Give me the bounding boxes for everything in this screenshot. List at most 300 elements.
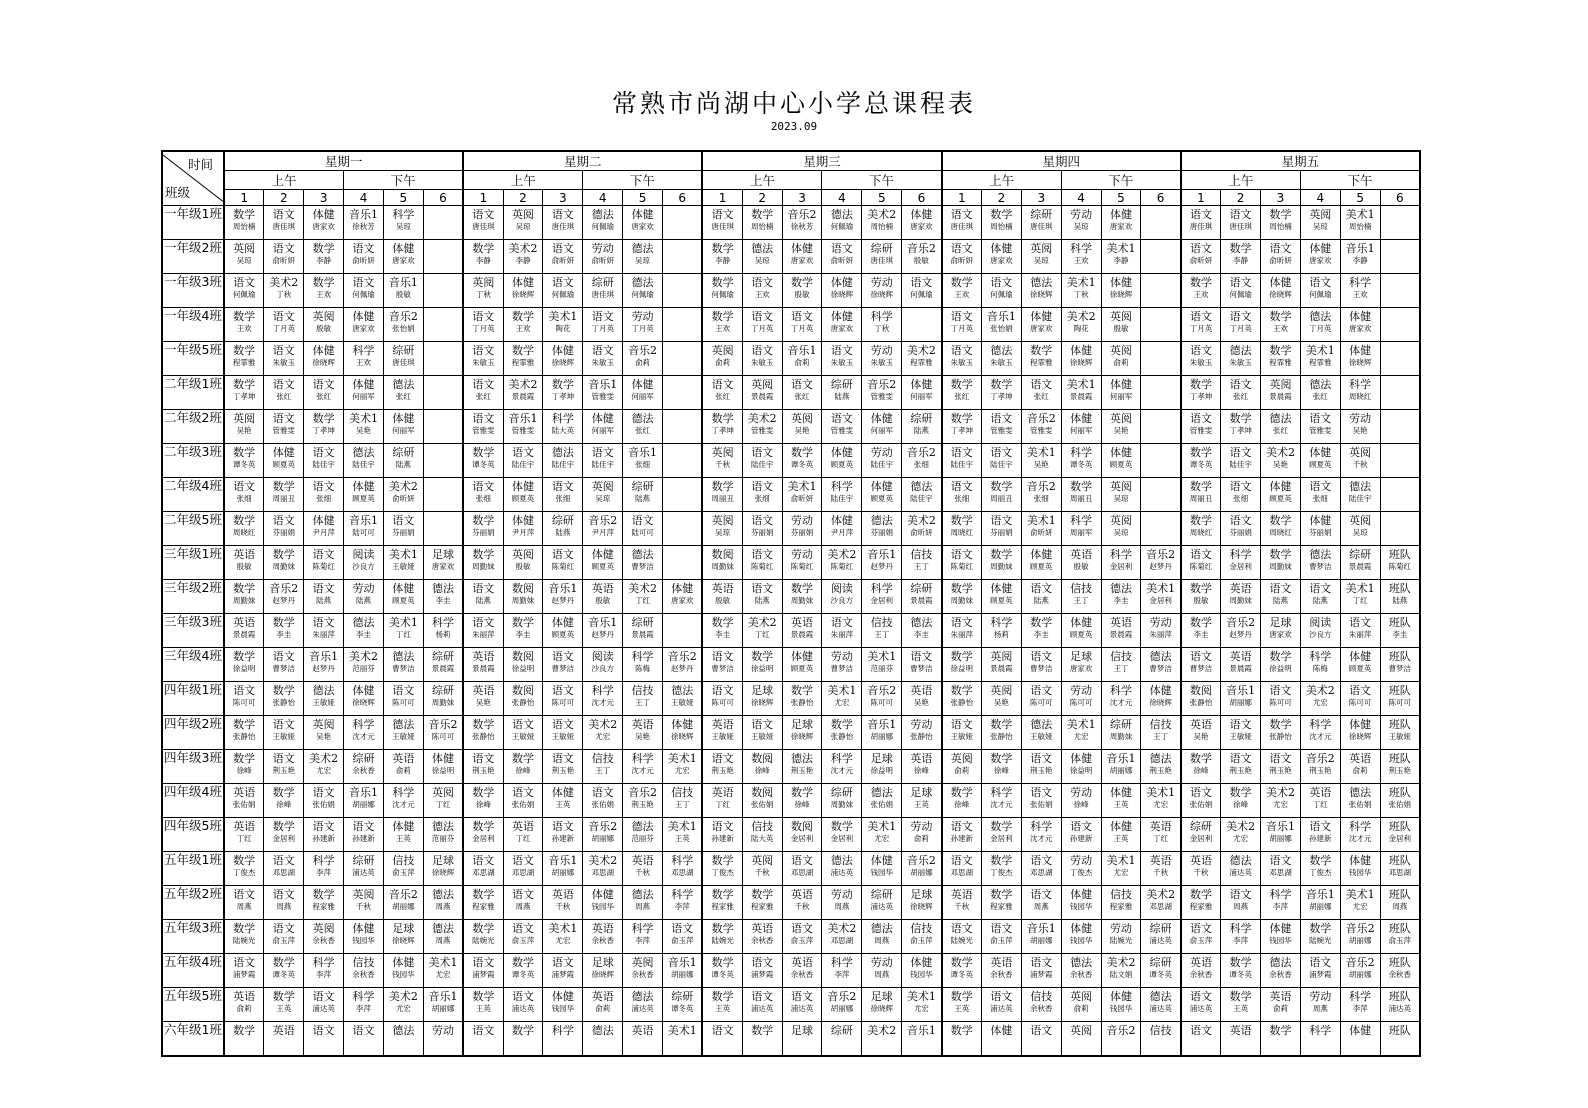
- teacher: 徐峰: [1073, 800, 1089, 809]
- teacher: 俞昕妍: [830, 256, 854, 265]
- lesson-cell: [981, 240, 1021, 274]
- teacher: 孙建新: [1069, 834, 1093, 843]
- teacher: 钱园华: [870, 868, 894, 877]
- teacher: 陈可可: [870, 698, 894, 707]
- lesson-cell: [344, 750, 384, 784]
- subject: 劳动: [1309, 990, 1332, 1003]
- teacher: 钱园华: [352, 936, 375, 945]
- teacher: 顾夏英: [1109, 460, 1133, 469]
- teacher: 邓思湖: [472, 868, 495, 877]
- lesson-cell: [1101, 376, 1141, 410]
- period-number: 2: [742, 190, 782, 206]
- lesson-cell: [1300, 750, 1340, 784]
- teacher: 何佩瑜: [591, 222, 614, 231]
- lesson-cell: [862, 784, 902, 818]
- subject: 语文: [1030, 854, 1053, 867]
- teacher: 唐家欢: [1069, 664, 1093, 673]
- teacher: 张静怡: [1189, 698, 1213, 707]
- teacher: 陈可可: [711, 698, 734, 707]
- teacher: 陆燕: [754, 596, 770, 605]
- subject: 语文: [711, 378, 734, 391]
- lesson-cell: [423, 240, 463, 274]
- teacher: 丁月英: [1309, 324, 1332, 333]
- lesson-cell: [463, 444, 503, 478]
- class-name: 四年级4班: [162, 784, 224, 818]
- lesson-cell: [264, 750, 304, 784]
- teacher: 俞昕妍: [1269, 256, 1292, 265]
- subject: 数学: [711, 888, 734, 901]
- subject: 语文: [990, 412, 1013, 425]
- subject: 科学: [1349, 276, 1372, 289]
- subject: 音乐1: [1106, 752, 1136, 765]
- teacher: 俞昕妍: [910, 528, 933, 537]
- subject: 英阅: [312, 718, 335, 731]
- subject: 语文: [950, 922, 973, 935]
- lesson-cell: [1380, 410, 1420, 444]
- lesson-cell: [782, 920, 822, 954]
- teacher: 孙建新: [711, 834, 734, 843]
- class-row: [162, 1022, 1420, 1057]
- subject: 科学: [990, 616, 1013, 629]
- teacher: 荆玉艳: [472, 766, 495, 775]
- teacher: 周晓红: [1269, 528, 1292, 537]
- teacher: 千秋: [1352, 460, 1368, 469]
- lesson-cell: [1141, 580, 1181, 614]
- teacher: 张佑娟: [591, 800, 614, 809]
- teacher: 张佑娟: [1189, 800, 1213, 809]
- lesson-cell: [1061, 376, 1101, 410]
- subject: 英阅: [1030, 242, 1053, 255]
- subject: 德法: [392, 1024, 415, 1037]
- teacher: 胡丽娜: [1269, 834, 1292, 843]
- teacher: 王敏娅: [1388, 732, 1412, 741]
- teacher: 吴琼: [236, 256, 252, 265]
- lesson-cell: [224, 478, 264, 512]
- teacher: 胡丽娜: [1348, 970, 1372, 979]
- lesson-cell: [782, 988, 822, 1022]
- subject: 英语: [711, 786, 734, 799]
- lesson-cell: [543, 410, 583, 444]
- subject: 综研: [910, 582, 933, 595]
- lesson-cell: [862, 410, 902, 444]
- lesson-cell: [942, 920, 982, 954]
- lesson-cell: [1300, 512, 1340, 546]
- subject: 语文: [472, 582, 495, 595]
- lesson-cell: [304, 478, 344, 512]
- teacher: 唐家欢: [830, 324, 854, 333]
- subject: 数阅: [1189, 684, 1212, 697]
- teacher: 陈可可: [1030, 698, 1053, 707]
- subject: 美术2: [508, 242, 538, 255]
- lesson-cell: [782, 308, 822, 342]
- teacher: 千秋: [635, 868, 651, 877]
- lesson-cell: [423, 954, 463, 988]
- subject: 德法: [791, 752, 814, 765]
- lesson-cell: [862, 478, 902, 512]
- subject: 语文: [1070, 820, 1093, 833]
- subject: 数阅: [751, 752, 774, 765]
- subject: 语文: [751, 514, 774, 527]
- teacher: 徐晓辉: [1348, 358, 1372, 367]
- lesson-cell: [663, 206, 703, 240]
- lesson-cell: [1101, 546, 1141, 580]
- lesson-cell: [543, 206, 583, 240]
- lesson-cell: [264, 784, 304, 818]
- subject: 体健: [1269, 480, 1292, 493]
- lesson-cell: [942, 274, 982, 308]
- lesson-cell: [623, 206, 663, 240]
- lesson-cell: [942, 682, 982, 716]
- subject: 体健: [392, 242, 415, 255]
- subject: 班队: [1388, 990, 1411, 1003]
- lesson-cell: [1181, 512, 1221, 546]
- subject: 德法: [352, 616, 375, 629]
- subject: 体健: [910, 956, 933, 969]
- lesson-cell: [543, 682, 583, 716]
- teacher: 丁秋: [1073, 290, 1089, 299]
- teacher: 俞莉: [913, 834, 929, 843]
- lesson-cell: [1101, 478, 1141, 512]
- subject: 科学: [631, 922, 654, 935]
- teacher: 管雅雯: [1189, 426, 1213, 435]
- lesson-cell: [702, 750, 742, 784]
- teacher: 徐晓辉: [790, 732, 814, 741]
- subject: 德法: [1070, 956, 1093, 969]
- teacher: 陆佳宇: [1229, 460, 1252, 469]
- subject: 德法: [1229, 344, 1252, 357]
- subject: 美术1: [1066, 378, 1096, 391]
- subject: 美术2: [906, 514, 936, 527]
- lesson-cell: [1101, 240, 1141, 274]
- teacher: 唐家欢: [352, 324, 375, 333]
- teacher: 曹梦洁: [1189, 664, 1213, 673]
- teacher: 朱敏玉: [990, 358, 1013, 367]
- lesson-cell: [623, 478, 663, 512]
- lesson-cell: [224, 750, 264, 784]
- lesson-cell: [1380, 648, 1420, 682]
- class-name: 一年级2班: [162, 240, 224, 274]
- lesson-cell: [1181, 886, 1221, 920]
- subject: 英语: [472, 684, 495, 697]
- teacher: 荆玉艳: [711, 766, 734, 775]
- teacher: 徐晓辉: [670, 732, 694, 741]
- teacher: 吴艳: [794, 426, 810, 435]
- subject: 阅读: [591, 650, 614, 663]
- teacher: 丁孝坤: [990, 392, 1013, 401]
- subject: 德法: [1269, 412, 1292, 425]
- subject: 数学: [990, 820, 1013, 833]
- day-header: 星期二: [463, 151, 702, 171]
- teacher: 张细: [913, 460, 929, 469]
- lesson-cell: [822, 1022, 862, 1057]
- teacher: 周怡楠: [1348, 222, 1372, 231]
- lesson-cell: [1021, 206, 1061, 240]
- class-row: [162, 716, 1420, 750]
- lesson-cell: [1261, 546, 1301, 580]
- teacher: 张红: [794, 392, 810, 401]
- lesson-cell: [1261, 818, 1301, 852]
- subject: 科学: [1309, 1024, 1332, 1037]
- subject: 科学: [312, 854, 335, 867]
- lesson-cell: [822, 342, 862, 376]
- subject: 音乐2: [1146, 548, 1176, 561]
- subject: 语文: [711, 684, 734, 697]
- subject: 数学: [1309, 854, 1332, 867]
- teacher: 王欢: [1272, 324, 1288, 333]
- lesson-cell: [503, 444, 543, 478]
- teacher: 周丽军: [1069, 528, 1093, 537]
- lesson-cell: [942, 512, 982, 546]
- teacher: 李萍: [316, 970, 332, 979]
- subject: 劳动: [1070, 786, 1093, 799]
- lesson-cell: [782, 274, 822, 308]
- class-name: 一年级3班: [162, 274, 224, 308]
- period-number: 1: [702, 190, 742, 206]
- lesson-cell: [1101, 784, 1141, 818]
- lesson-cell: [1221, 240, 1261, 274]
- subject: 语文: [312, 480, 335, 493]
- subject: 英语: [392, 752, 415, 765]
- period-number: 5: [1101, 190, 1141, 206]
- subject: 语文: [990, 276, 1013, 289]
- subject: 德法: [312, 684, 335, 697]
- subject: 体健: [671, 582, 694, 595]
- lesson-cell: [383, 852, 423, 886]
- teacher: 尤宏: [316, 766, 332, 775]
- subject: 英语: [591, 582, 614, 595]
- lesson-cell: [862, 1022, 902, 1057]
- teacher: 王丁: [874, 630, 890, 639]
- lesson-cell: [1221, 410, 1261, 444]
- lesson-cell: [1021, 512, 1061, 546]
- teacher: 张静怡: [1269, 732, 1292, 741]
- class-row: [162, 342, 1420, 376]
- teacher: 李静: [1233, 256, 1249, 265]
- teacher: 俞昕妍: [272, 256, 296, 265]
- lesson-cell: [981, 954, 1021, 988]
- subject: 劳动: [870, 344, 893, 357]
- subject: 语文: [1309, 276, 1332, 289]
- lesson-cell: [623, 886, 663, 920]
- subject: 综研: [870, 888, 893, 901]
- subject: 班队: [1388, 650, 1411, 663]
- lesson-cell: [224, 614, 264, 648]
- teacher: 何丽军: [1109, 392, 1133, 401]
- teacher: 张怡娟: [392, 324, 415, 333]
- teacher: 尤宏: [834, 698, 850, 707]
- teacher: 赵梦丹: [272, 596, 296, 605]
- subject: 英阅: [631, 956, 654, 969]
- subject: 班队: [1388, 548, 1411, 561]
- teacher: 沙良方: [352, 562, 375, 571]
- subject: 语文: [1030, 752, 1053, 765]
- teacher: 俞玉萍: [670, 936, 694, 945]
- teacher: 李圭: [276, 630, 292, 639]
- lesson-cell: [782, 852, 822, 886]
- teacher: 王英: [954, 1004, 970, 1013]
- subject: 语文: [272, 378, 295, 391]
- subject: 德法: [830, 208, 853, 221]
- lesson-cell: [463, 410, 503, 444]
- teacher: 殷敏: [515, 562, 531, 571]
- subject: 体健: [392, 412, 415, 425]
- subject: 体健: [591, 412, 614, 425]
- subject: 数学: [791, 446, 814, 459]
- subject: 数学: [511, 1024, 534, 1037]
- subject: 数学: [950, 378, 973, 391]
- lesson-cell: [383, 954, 423, 988]
- lesson-cell: [463, 682, 503, 716]
- subject: 数学: [990, 718, 1013, 731]
- teacher: 荆玉艳: [1229, 766, 1252, 775]
- subject: 语文: [950, 854, 973, 867]
- lesson-cell: [383, 376, 423, 410]
- lesson-cell: [1181, 614, 1221, 648]
- teacher: 陶花: [1073, 324, 1089, 333]
- subject: 语文: [511, 888, 534, 901]
- teacher: 陆燕: [356, 596, 371, 605]
- lesson-cell: [663, 852, 703, 886]
- teacher: 陆燕: [316, 596, 332, 605]
- lesson-cell: [224, 274, 264, 308]
- teacher: 周晓红: [950, 528, 974, 537]
- lesson-cell: [902, 784, 942, 818]
- lesson-cell: [264, 478, 304, 512]
- lesson-cell: [782, 410, 822, 444]
- lesson-cell: [1021, 546, 1061, 580]
- teacher: 荆玉艳: [1269, 766, 1292, 775]
- page-title: 常熟市尚湖中心小学总课程表: [611, 89, 976, 118]
- lesson-cell: [1221, 342, 1261, 376]
- lesson-cell: [304, 920, 344, 954]
- teacher: 俞莉: [1352, 766, 1368, 775]
- lesson-cell: [1021, 716, 1061, 750]
- teacher: 尤宏: [435, 970, 451, 979]
- lesson-cell: [344, 920, 384, 954]
- teacher: 朱丽萍: [830, 630, 854, 639]
- lesson-cell: [1300, 308, 1340, 342]
- lesson-cell: [663, 342, 703, 376]
- lesson-cell: [942, 1022, 982, 1057]
- teacher: 朱丽萍: [1149, 630, 1172, 639]
- teacher: 千秋: [715, 460, 731, 469]
- teacher: 徐益明: [1269, 664, 1292, 673]
- teacher: 周燕: [1033, 902, 1049, 911]
- teacher: 张红: [276, 392, 292, 401]
- lesson-cell: [1261, 716, 1301, 750]
- subject: 音乐2: [906, 854, 936, 867]
- teacher: 顾夏英: [870, 494, 894, 503]
- teacher: 谭冬英: [711, 970, 734, 979]
- teacher: 荆玉艳: [1149, 766, 1172, 775]
- subject: 足球: [870, 990, 893, 1003]
- lesson-cell: [902, 954, 942, 988]
- teacher: 张静怡: [990, 732, 1013, 741]
- teacher: 丁红: [635, 596, 651, 605]
- lesson-cell: [503, 580, 543, 614]
- teacher: 顾夏英: [1309, 460, 1332, 469]
- teacher: 胡丽娜: [670, 970, 694, 979]
- lesson-cell: [1380, 954, 1420, 988]
- teacher: 丁月英: [272, 324, 296, 333]
- subject: 美术1: [1106, 854, 1136, 867]
- teacher: 浦达英: [352, 868, 375, 877]
- subject: 英语: [751, 922, 774, 935]
- lesson-cell: [1340, 988, 1380, 1022]
- subject: 科学: [1229, 548, 1252, 561]
- lesson-cell: [463, 376, 503, 410]
- lesson-cell: [1221, 274, 1261, 308]
- subject: 综研: [352, 752, 375, 765]
- subject: 班队: [1388, 786, 1411, 799]
- teacher: 唐佳琪: [1030, 222, 1053, 231]
- period-number: 3: [1021, 190, 1061, 206]
- teacher: 吴艳: [635, 732, 651, 741]
- lesson-cell: [782, 716, 822, 750]
- subject: 足球: [591, 956, 614, 969]
- subject: 语文: [472, 956, 495, 969]
- lesson-cell: [463, 614, 503, 648]
- lesson-cell: [862, 988, 902, 1022]
- period-number: 3: [1261, 190, 1301, 206]
- subject: 德法: [870, 922, 893, 935]
- teacher: 王丁: [1073, 596, 1089, 605]
- lesson-cell: [1340, 818, 1380, 852]
- subject: 音乐1: [349, 514, 378, 527]
- teacher: 周晓红: [1348, 392, 1372, 401]
- lesson-cell: [1061, 818, 1101, 852]
- lesson-cell: [862, 954, 902, 988]
- subject: 德法: [751, 242, 774, 255]
- teacher: 顾夏英: [392, 596, 415, 605]
- lesson-cell: [264, 614, 304, 648]
- teacher: 尤宏: [1312, 698, 1328, 707]
- subject: 语文: [1030, 1024, 1053, 1037]
- teacher: 浦达英: [1149, 936, 1172, 945]
- subject: 体健: [1070, 412, 1093, 425]
- afternoon-header: 下午: [583, 171, 703, 190]
- lesson-cell: [344, 614, 384, 648]
- subject: 德法: [631, 242, 654, 255]
- teacher: 王敏娅: [272, 732, 296, 741]
- lesson-cell: [1021, 274, 1061, 308]
- teacher: 杨莉: [993, 630, 1009, 639]
- subject: 数学: [233, 344, 256, 357]
- teacher: 何佩瑜: [1309, 290, 1332, 299]
- teacher: 王敏娅: [711, 732, 734, 741]
- morning-header: 上午: [224, 171, 344, 190]
- subject: 美术1: [906, 990, 936, 1003]
- teacher: 朱敏玉: [472, 358, 495, 367]
- teacher: 丁俊杰: [1069, 868, 1093, 877]
- lesson-cell: [862, 342, 902, 376]
- lesson-cell: [1380, 512, 1420, 546]
- teacher: 丁俊杰: [711, 868, 734, 877]
- lesson-cell: [981, 274, 1021, 308]
- day-header: 星期一: [224, 151, 463, 171]
- subject: 德法: [1349, 480, 1372, 493]
- lesson-cell: [1340, 308, 1380, 342]
- lesson-cell: [344, 376, 384, 410]
- teacher: 沙良方: [830, 596, 854, 605]
- lesson-cell: [663, 954, 703, 988]
- subject: 科学: [1309, 718, 1332, 731]
- teacher: 谭冬英: [511, 970, 535, 979]
- teacher: 王英: [715, 1004, 731, 1013]
- teacher: 浦梦霞: [1309, 970, 1332, 979]
- lesson-cell: [1141, 614, 1181, 648]
- lesson-cell: [383, 648, 423, 682]
